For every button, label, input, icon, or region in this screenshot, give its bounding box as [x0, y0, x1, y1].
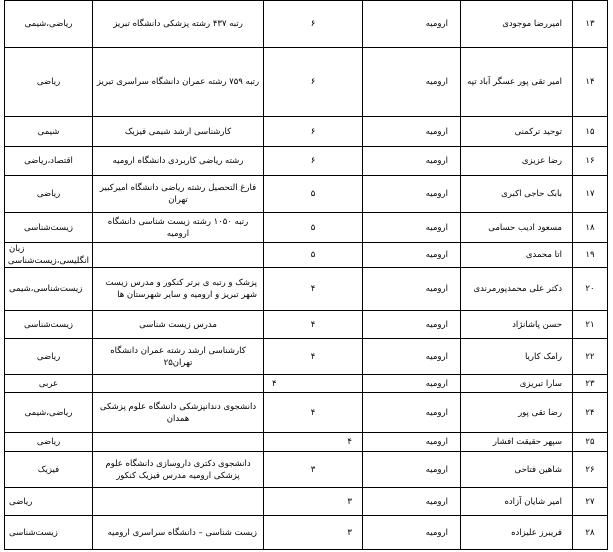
person-name: امیر تقی پور عسگر آباد تپه — [461, 48, 573, 117]
city: ارومیه — [363, 1, 461, 48]
description: رتبه ۷۵۹ رشته عمران دانشگاه سراسری تبریز — [93, 48, 264, 117]
city: ارومیه — [363, 176, 461, 213]
row-number: ۲۰ — [573, 268, 608, 311]
subject-field: عربی — [5, 375, 93, 393]
description: پزشک و رتبه ی برتر کنکور و مدرس زیست شهر تبریز و ارومیه و سایر شهرستان ها — [93, 268, 264, 311]
person-name: بابک حاجی اکبری — [461, 176, 573, 213]
description: دانشجوی دکتری داروسازی دانشگاه علوم پزشکی ارومیه مدرس فیزیک کنکور — [93, 452, 264, 488]
row-number: ۱۸ — [573, 213, 608, 243]
person-name: رضا تقی پور — [461, 393, 573, 433]
row-number: ۲۳ — [573, 375, 608, 393]
table-row — [5, 268, 608, 311]
person-name: رامک کاریا — [461, 339, 573, 375]
row-number: ۱۹ — [573, 243, 608, 268]
rank: ۴ — [264, 339, 363, 375]
row-number: ۲۶ — [573, 452, 608, 488]
row-number: ۲۵ — [573, 433, 608, 452]
rank: ۳ — [264, 516, 363, 550]
person-name: فریبرز علیزاده — [461, 516, 573, 550]
subject-field: ریاضی — [5, 339, 93, 375]
person-name: شاهین فتاحی — [461, 452, 573, 488]
row-number: ۲۲ — [573, 339, 608, 375]
subject-field: شیمی — [5, 117, 93, 147]
row-number: ۱۳ — [573, 1, 608, 48]
person-name: سارا تبریزی — [461, 375, 573, 393]
rank: ۵ — [264, 243, 363, 268]
table-row — [5, 117, 608, 147]
rank: ۳ — [264, 452, 363, 488]
row-number: ۱۵ — [573, 117, 608, 147]
city: ارومیه — [363, 268, 461, 311]
table-row — [5, 433, 608, 452]
table-row — [5, 311, 608, 339]
table-row — [5, 48, 608, 117]
row-number: ۲۷ — [573, 488, 608, 516]
table-row — [5, 375, 608, 393]
city: ارومیه — [363, 147, 461, 176]
city: ارومیه — [363, 243, 461, 268]
city: ارومیه — [363, 516, 461, 550]
table-row — [5, 516, 608, 550]
subject-field: زیست‌شناسی — [5, 311, 93, 339]
rank: ۴ — [264, 311, 363, 339]
person-name: رضا عزیزی — [461, 147, 573, 176]
description — [93, 488, 264, 516]
person-name: اتا محمدی — [461, 243, 573, 268]
row-number: ۲۱ — [573, 311, 608, 339]
person-name: توحید ترکمنی — [461, 117, 573, 147]
subject-field: فیزیک — [5, 452, 93, 488]
city: ارومیه — [363, 213, 461, 243]
row-number: ۲۸ — [573, 516, 608, 550]
table-row — [5, 243, 608, 268]
description: فارغ التحصیل رشته ریاضی دانشگاه امیرکبیر تهران — [93, 176, 264, 213]
table-row — [5, 393, 608, 433]
description: رتبه ۴۳۷ رشته پزشکی دانشگاه تبریز — [93, 1, 264, 48]
person-name: سپهر حقیقت افشار — [461, 433, 573, 452]
row-number: ۱۴ — [573, 48, 608, 117]
rank: ۴ — [264, 433, 363, 452]
subject-field: ریاضی — [5, 48, 93, 117]
city: ارومیه — [363, 375, 461, 393]
row-number: ۱۷ — [573, 176, 608, 213]
subject-field: زیست‌شناسی — [5, 516, 93, 550]
subject-field: زیست‌شناسی،شیمی — [5, 268, 93, 311]
row-number: ۲۴ — [573, 393, 608, 433]
rank: ۳ — [264, 488, 363, 516]
city: ارومیه — [363, 48, 461, 117]
rank: ۵ — [264, 213, 363, 243]
table-row — [5, 176, 608, 213]
city: ارومیه — [363, 311, 461, 339]
rank: ۴ — [264, 375, 363, 393]
city: ارومیه — [363, 488, 461, 516]
table-row — [5, 1, 608, 48]
description: کارشناسی ارشد شیمی فیزیک — [93, 117, 264, 147]
subject-field: ریاضی،شیمی — [5, 393, 93, 433]
table-row — [5, 339, 608, 375]
description: زیست شناسی – دانشگاه سراسری ارومیه — [93, 516, 264, 550]
description: دانشجوی دندانپزشکی دانشگاه علوم پزشکی همدان — [93, 393, 264, 433]
rank: ۴ — [264, 393, 363, 433]
subject-field: ریاضی — [5, 433, 93, 452]
person-name: دکتر علی محمدپورمرندی — [461, 268, 573, 311]
city: ارومیه — [363, 433, 461, 452]
subject-field: ریاضی — [5, 176, 93, 213]
table-row — [5, 488, 608, 516]
description: مدرس زیست شناسی — [93, 311, 264, 339]
subject-field: زیست‌شناسی — [5, 213, 93, 243]
table-row — [5, 147, 608, 176]
city: ارومیه — [363, 117, 461, 147]
description — [93, 375, 264, 393]
description: رشته ریاضی کاربردی دانشگاه ارومیه — [93, 147, 264, 176]
subject-field: زبان انگلیسی،زیست‌شناسی — [5, 243, 93, 268]
results-table — [4, 0, 608, 550]
rank: ۶ — [264, 48, 363, 117]
table-row — [5, 452, 608, 488]
city: ارومیه — [363, 339, 461, 375]
person-name: امیررضا موجودی — [461, 1, 573, 48]
description — [93, 433, 264, 452]
table-row — [5, 213, 608, 243]
rank: ۶ — [264, 117, 363, 147]
subject-field: اقتصاد،ریاضی — [5, 147, 93, 176]
person-name: حسن پاشانژاد — [461, 311, 573, 339]
description: کارشناسی ارشد رشته عمران دانشگاه تهران۲۵ — [93, 339, 264, 375]
row-number: ۱۶ — [573, 147, 608, 176]
description: رتبه ۱۰۵۰ رشته زیست شناسی دانشگاه ارومیه — [93, 213, 264, 243]
person-name: امیر شایان آزاده — [461, 488, 573, 516]
rank: ۵ — [264, 176, 363, 213]
city: ارومیه — [363, 393, 461, 433]
rank: ۴ — [264, 268, 363, 311]
person-name: مسعود ادیب حسامی — [461, 213, 573, 243]
city: ارومیه — [363, 452, 461, 488]
subject-field: ریاضی،شیمی — [5, 1, 93, 48]
description — [93, 243, 264, 268]
rank: ۶ — [264, 1, 363, 48]
rank: ۶ — [264, 147, 363, 176]
subject-field: ریاضی — [5, 488, 93, 516]
